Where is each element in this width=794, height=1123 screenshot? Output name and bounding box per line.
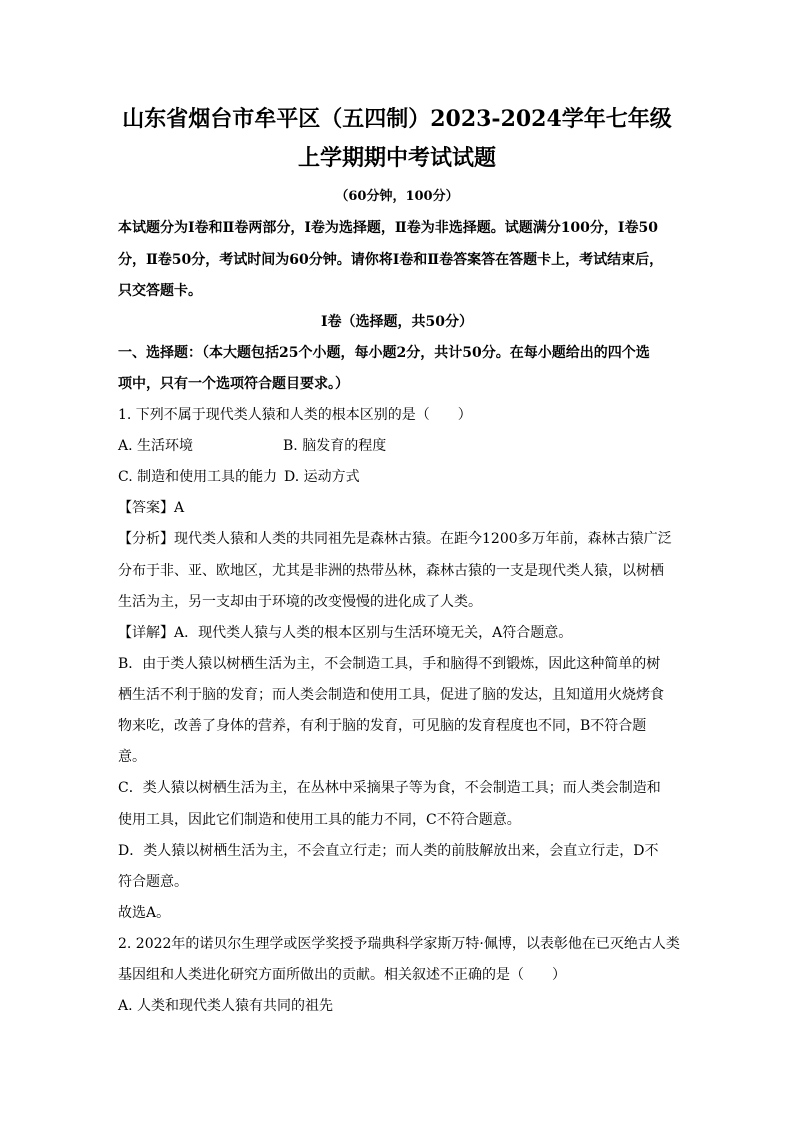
q1-option-b: B. 脑发育的程度 bbox=[283, 438, 387, 454]
q1-detail-line-7: 使用工具，因此它们制造和使用工具的能力不同，C不符合题意。 bbox=[118, 812, 521, 828]
exam-duration-score: （60分钟，100分） bbox=[335, 189, 459, 204]
exam-title-line1: 山东省烟台市牟平区（五四制）2023-2024学年七年级 bbox=[122, 106, 672, 132]
q1-detail-line-3: 栖生活不利于脑的发育；而人类会制造和使用工具，促进了脑的发达，且知道用火烧烤食 bbox=[118, 687, 664, 703]
q1-detail-line-6: C．类人猿以树栖生活为主，在丛林中采摘果子等为食，不会制造工具；而人类会制造和 bbox=[118, 780, 661, 796]
q1-analysis-line-2: 分布于非、亚、欧地区，尤其是非洲的热带丛林，森林古猿的一支是现代类人猿，以树栖 bbox=[118, 563, 664, 579]
q1-detail-line-4: 物来吃，改善了身体的营养，有利于脑的发育，可见脑的发育程度也不同，B不符合题 bbox=[118, 718, 647, 734]
q1-detail-line-8: D．类人猿以树栖生活为主，不会直立行走；而人类的前肢解放出来，会直立行走，D不 bbox=[118, 843, 659, 859]
intro-line-1: 本试题分为Ⅰ卷和Ⅱ卷两部分，Ⅰ卷为选择题，Ⅱ卷为非选择题。试题满分100分，Ⅰ卷50 bbox=[118, 220, 658, 236]
intro-line-3: 只交答题卡。 bbox=[118, 283, 202, 299]
q1-option-d: D. 运动方式 bbox=[284, 469, 360, 485]
q1-analysis-line-1: 【分析】现代类人猿和人类的共同祖先是森林古猿。在距今1200多万年前，森林古猿广泛 bbox=[118, 531, 672, 547]
exam-title-line2: 上学期期中考试试题 bbox=[297, 145, 496, 171]
q2-stem-line-1: 2. 2022年的诺贝尔生理学或医学奖授予瑞典科学家斯万特·佩博，以表彰他在已灭绝古人类 bbox=[118, 936, 680, 952]
section-title: Ⅰ卷（选择题，共50分） bbox=[320, 314, 474, 330]
part1-instruction-2: 项中，只有一个选项符合题目要求。） bbox=[118, 376, 349, 392]
intro-line-2: 分，Ⅱ卷50分，考试时间为60分钟。请你将Ⅰ卷和Ⅱ卷答案答在答题卡上，考试结束后， bbox=[118, 252, 664, 268]
q1-conclusion: 故选A。 bbox=[118, 905, 171, 921]
q2-stem-line-2: 基因组和人类进化研究方面所做出的贡献。相关叙述不正确的是（ ） bbox=[118, 967, 566, 983]
q2-option-a: A. 人类和现代类人猿有共同的祖先 bbox=[118, 998, 334, 1014]
q1-detail-line-9: 符合题意。 bbox=[118, 874, 188, 890]
q1-answer: 【答案】A bbox=[118, 500, 185, 516]
q1-detail-line-5: 意。 bbox=[118, 749, 146, 765]
q1-option-a: A. 生活环境 bbox=[118, 438, 194, 454]
q1-stem: 1. 下列不属于现代类人猿和人类的根本区别的是（ ） bbox=[118, 407, 472, 423]
part1-instruction-1: 一、选择题：（本大题包括25个小题，每小题2分，共计50分。在每小题给出的四个选 bbox=[118, 345, 650, 361]
q1-analysis-line-3: 生活为主，另一支却由于环境的改变慢慢的进化成了人类。 bbox=[118, 594, 482, 610]
q1-option-c: C. 制造和使用工具的能力 bbox=[118, 469, 278, 485]
q1-detail-line-2: B．由于类人猿以树栖生活为主，不会制造工具，手和脑得不到锻炼，因此这种简单的树 bbox=[118, 656, 661, 672]
q1-detail-line-1: 【详解】A．现代类人猿与人类的根本区别与生活环境无关，A符合题意。 bbox=[118, 625, 573, 641]
